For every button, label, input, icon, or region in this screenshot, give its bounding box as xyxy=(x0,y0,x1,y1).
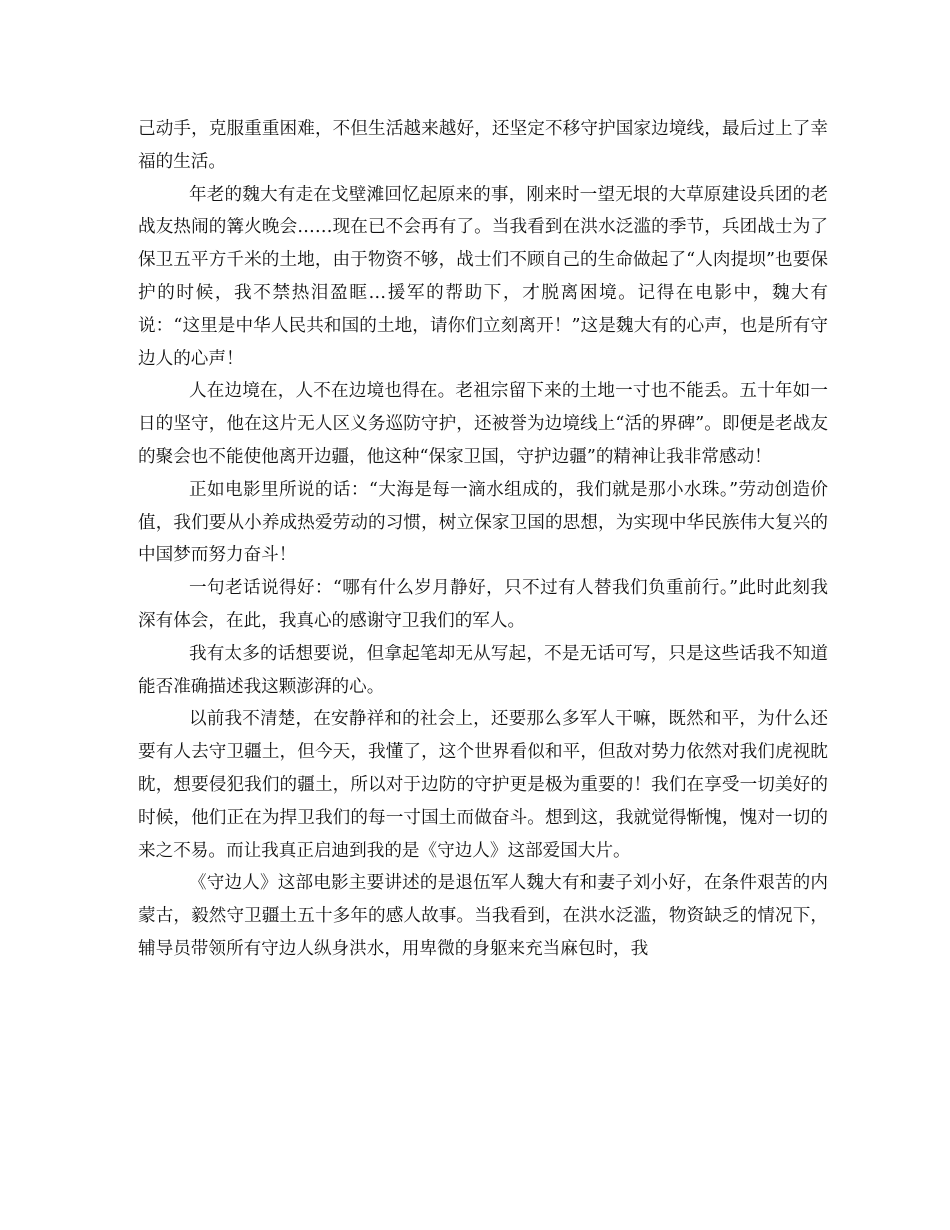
paragraph-1: 己动手，克服重重困难，不但生活越来越好，还坚定不移守护国家边境线，最后过上了幸福的生活。 xyxy=(138,119,828,172)
paragraph-2: 年老的魏大有走在戈壁滩回忆起原来的事，刚来时一望无垠的大草原建设兵团的老战友热闹的篝火晚会……现在已不会再有了。当我看到在洪水泛滥的季节，兵团战士为了保卫五平方千米的土地，由于物资不够，战士们不顾自己的生命做起了“人肉提坝”也要保护的时候，我不禁热泪盈眶…援军的帮助下，才脱离困境。记得在电影中，魏大有说：“这里是中华人民共和国的土地，请你们立刻离开！”这是魏大有的心声，也是所有守边人的心声！ xyxy=(138,184,828,369)
paragraph-8: 《守边人》这部电影主要讲述的是退伍军人魏大有和妻子刘小好，在条件艰苦的内蒙古，毅然守卫疆土五十多年的感人故事。当我看到，在洪水泛滥，物资缺乏的情况下，辅导员带领所有守边人纵身洪水，用卑微的身躯来充当麻包时，我 xyxy=(138,873,828,959)
paragraph-3: 人在边境在，人不在边境也得在。老祖宗留下来的土地一寸也不能丢。五十年如一日的坚守，他在这片无人区义务巡防守护，还被誉为边境线上“活的界碑”。即便是老战友的聚会也不能使他离开边疆，他这种“保家卫国，守护边疆”的精神让我非常感动！ xyxy=(138,381,828,467)
paragraph-7: 以前我不清楚，在安静祥和的社会上，还要那么多军人干嘛，既然和平，为什么还要有人去守卫疆土，但今天，我懂了，这个世界看似和平，但敌对势力依然对我们虎视眈眈，想要侵犯我们的疆土，所以对于边防的守护更是极为重要的！我们在享受一切美好的时候，他们正在为捍卫我们的每一寸国土而做奋斗。想到这，我就觉得惭愧，愧对一切的来之不易。而让我真正启迪到我的是《守边人》这部爱国大片。 xyxy=(138,709,828,861)
document-body xyxy=(138,113,828,966)
paragraph-5: 一句老话说得好：“哪有什么岁月静好，只不过有人替我们负重前行。”此时此刻我深有体会，在此，我真心的感谢守卫我们的军人。 xyxy=(138,578,828,631)
paragraph-6: 我有太多的话想要说，但拿起笔却无从写起，不是无话可写，只是这些话我不知道能否准确描述我这颗澎湃的心。 xyxy=(138,643,828,697)
paragraph-4: 正如电影里所说的话：“大海是每一滴水组成的，我们就是那小水珠。”劳动创造价值，我们要从小养成热爱劳动的习惯，树立保家卫国的思想，为实现中华民族伟大复兴的中国梦而努力奋斗！ xyxy=(138,479,828,566)
